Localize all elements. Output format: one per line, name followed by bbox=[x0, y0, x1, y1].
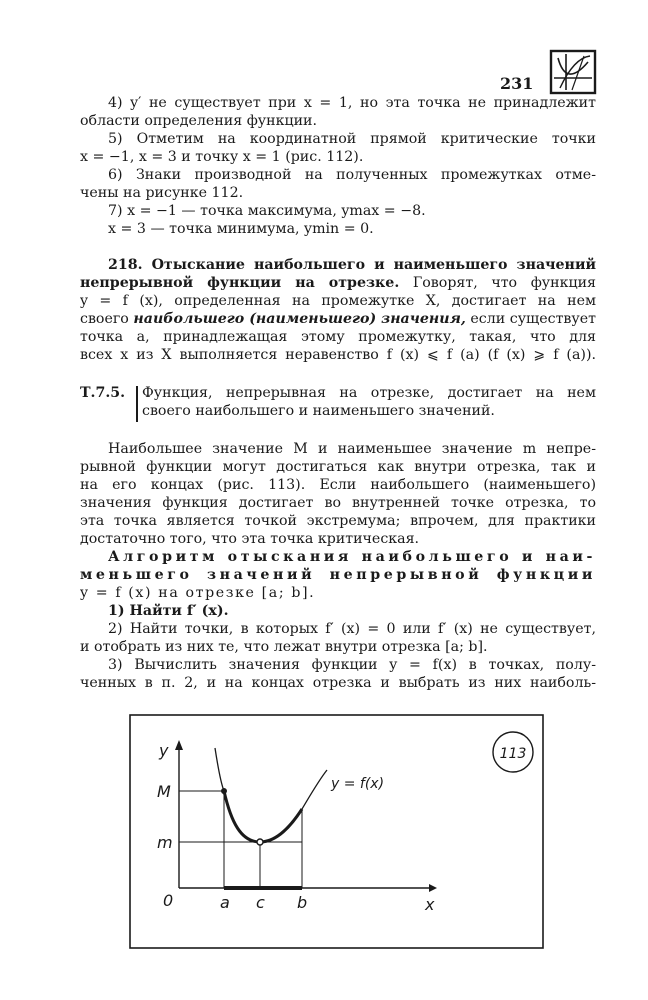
curve-label: y = f(x) bbox=[331, 776, 385, 792]
section-line: всех x из X выполняется неравенство f (x) ⩽ f (a) (f (x) ⩾ f (a)). bbox=[80, 347, 596, 363]
theorem-label: Т.7.5. bbox=[80, 385, 126, 401]
steps-block bbox=[80, 94, 596, 238]
graph-curves-icon bbox=[548, 48, 598, 96]
curve-right bbox=[302, 770, 327, 809]
theorem-bar bbox=[136, 386, 138, 422]
theorem-text bbox=[142, 384, 596, 420]
step-line: области определения функции. bbox=[80, 113, 318, 129]
x-axis-arrow bbox=[429, 884, 437, 892]
algorithm-step: 1) Найти f′ (x). bbox=[108, 603, 229, 619]
section-emphasis: наибольшего (наименьшего) значения, bbox=[133, 311, 466, 327]
step-line: 5) Отметим на координатной прямой критические точки bbox=[108, 131, 596, 147]
m-label: m bbox=[157, 833, 173, 852]
section-title: 218. Отыскание наибольшего и наименьшего значений bbox=[108, 257, 596, 273]
algorithm-step: 2) Найти точки, в которых f′ (x) = 0 или f′ (x) не существует, bbox=[108, 621, 596, 637]
section-line: точка a, принадлежащая этому промежутку, такая, что для bbox=[80, 329, 596, 345]
algorithm-title: Алгоритм отыскания наибольшего и наи- bbox=[108, 549, 596, 565]
origin-label: 0 bbox=[163, 891, 174, 910]
figure-number: 113 bbox=[499, 746, 527, 762]
figure-frame bbox=[130, 715, 543, 948]
step-line: 4) y′ не существует при x = 1, но эта точка не принадлежит bbox=[108, 95, 596, 111]
paragraph-line: значения функция достигает во внутренней точке отрезка, то bbox=[80, 495, 596, 511]
curve-on-segment bbox=[224, 791, 302, 842]
page-header bbox=[0, 48, 648, 98]
step-line: чены на рисунке 112. bbox=[80, 185, 244, 201]
b-label: b bbox=[297, 893, 308, 912]
section-line: Говорят, что функция bbox=[412, 275, 596, 291]
algorithm bbox=[80, 548, 596, 692]
section-title-cont: непрерывной функции на отрезке. bbox=[80, 275, 400, 291]
theorem-line: Функция, непрерывная на отрезке, достигает на нем bbox=[142, 385, 596, 401]
paragraph-line: рывной функции могут достигаться как внутри отрезка, так и bbox=[80, 459, 596, 475]
section-line: y = f (x), определенная на промежутке X, достигает на нем bbox=[80, 293, 596, 309]
section-218 bbox=[80, 256, 596, 364]
step-line: x = −1, x = 3 и точку x = 1 (рис. 112). bbox=[80, 149, 364, 165]
algorithm-step: 3) Вычислить значения функции y = f(x) в точках, полу- bbox=[108, 657, 596, 673]
page-number: 231 bbox=[500, 74, 534, 93]
step-line: x = 3 — точка минимума, ymin = 0. bbox=[108, 221, 374, 237]
paragraph bbox=[80, 440, 596, 548]
c-label: c bbox=[256, 893, 265, 912]
max-point bbox=[221, 788, 227, 794]
algorithm-title: y = f (x) на отрезке [a; b]. bbox=[80, 585, 316, 601]
section-line: если существует bbox=[470, 311, 596, 327]
paragraph-line: эта точка является точкой экстремума; впрочем, для практики bbox=[80, 513, 596, 529]
M-label: M bbox=[157, 782, 171, 801]
section-line: своего bbox=[80, 311, 129, 327]
paragraph-line: на его концах (рис. 113). Если наибольшего (наименьшего) bbox=[80, 477, 596, 493]
algorithm-title: меньшего значений непрерывной функции bbox=[80, 567, 596, 583]
a-label: a bbox=[220, 893, 230, 912]
theorem-line: своего наибольшего и наименьшего значений. bbox=[142, 403, 495, 419]
step-line: 7) x = −1 — точка максимума, ymax = −8. bbox=[108, 203, 426, 219]
y-axis-arrow bbox=[175, 740, 183, 750]
paragraph-line: достаточно того, что эта точка критическая. bbox=[80, 531, 420, 547]
y-axis-label: y bbox=[159, 741, 169, 760]
min-point bbox=[257, 839, 263, 845]
x-axis-label: x bbox=[425, 895, 435, 914]
algorithm-step: ченных в п. 2, и на концах отрезка и выбрать из них наиболь- bbox=[80, 675, 596, 691]
curve-left bbox=[215, 748, 224, 791]
algorithm-step: и отобрать из них те, что лежат внутри отрезка [a; b]. bbox=[80, 639, 488, 655]
paragraph-line: Наибольшее значение M и наименьшее значение m непре- bbox=[108, 441, 596, 457]
figure-113 bbox=[129, 714, 544, 949]
step-line: 6) Знаки производной на полученных промежутках отме- bbox=[108, 167, 596, 183]
